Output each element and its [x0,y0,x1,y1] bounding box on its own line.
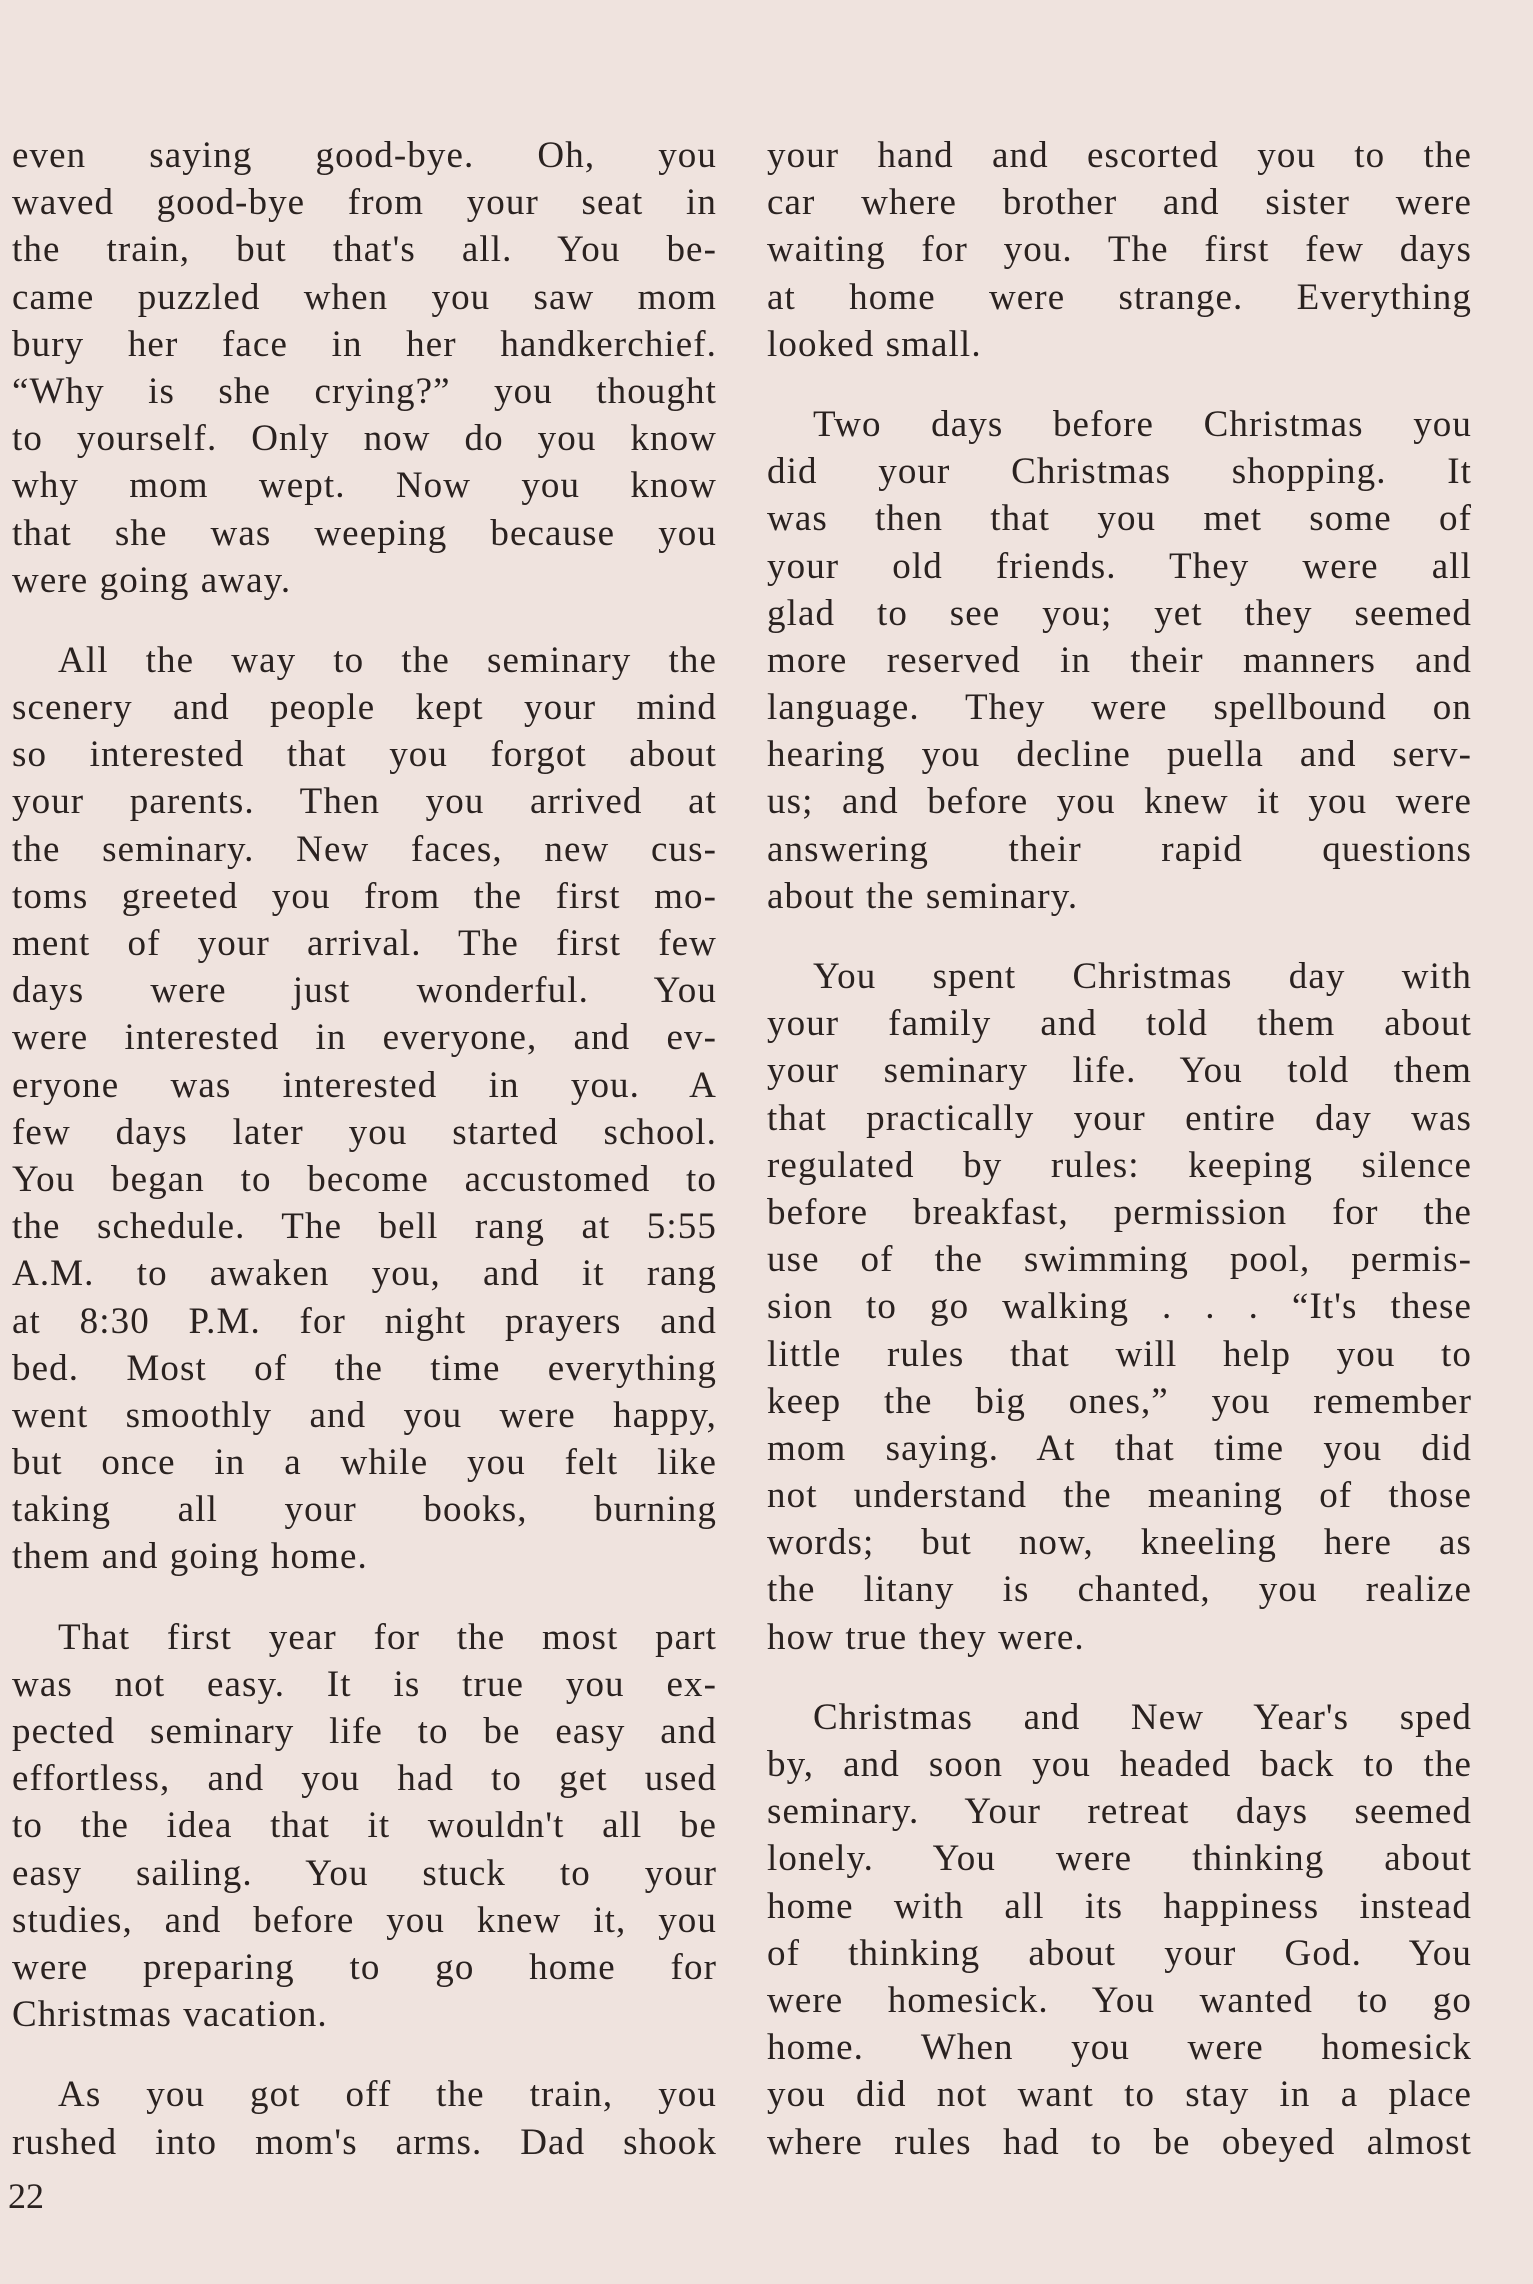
text-line: easy sailing. You stuck to your [12,1852,717,1894]
text-line: language. They were spellbound on [767,687,1472,729]
right-column [767,132,1472,2199]
text-line: studies, and before you knew it, you [12,1899,717,1941]
text-line: You spent Christmas day with [813,956,1472,997]
text-line: to the idea that it wouldn't all be [12,1805,717,1847]
text-line: them and going home. [12,1536,368,1578]
text-line: Christmas and New Year's sped [813,1696,1472,1738]
text-line: was then that you met some of [767,498,1472,540]
text-line: were going away. [12,559,292,601]
text-line: more reserved in their manners and [767,639,1472,681]
text-line: did your Christmas shopping. It [767,451,1472,493]
text-line: “Why is she crying?” you thought [12,370,717,412]
text-line: to yourself. Only now do you know [12,418,717,460]
text-line: rushed into mom's arms. Dad shook [12,2121,717,2163]
text-line: but once in a while you felt like [12,1442,717,1484]
text-line: ment of your arrival. The first few [12,923,717,964]
text-line: eryone was interested in you. A [12,1064,717,1106]
text-line: waiting for you. The first few days [767,229,1472,271]
text-line: waved good-bye from your seat in [12,182,717,224]
text-line: the schedule. The bell rang at 5:55 [12,1206,717,1248]
text-line: glad to see you; yet they seemed [767,592,1472,634]
text-line: how true they were. [767,1616,1085,1658]
text-line: even saying good-bye. Oh, you [12,135,717,176]
text-line: taking all your books, burning [12,1489,717,1531]
text-line: answering their rapid questions [767,828,1472,870]
text-line: before breakfast, permission for the [767,1191,1472,1233]
text-line: about the seminary. [767,875,1079,917]
text-line: your old friends. They were all [767,545,1472,587]
paragraph [12,637,717,1581]
paragraph [12,132,717,604]
text-line: the train, but that's all. You be- [12,229,717,271]
text-line: why mom wept. Now you know [12,465,717,507]
text-line: came puzzled when you saw mom [12,276,717,318]
paragraph [12,1614,717,2039]
text-line: few days later you started school. [12,1111,717,1153]
paragraph [767,132,1472,368]
text-line: bury her face in her handkerchief. [12,323,717,365]
text-line: your hand and escorted you to the [767,135,1472,176]
text-line: were interested in everyone, and ev- [12,1017,717,1059]
text-line: you did not want to stay in a place [767,2074,1472,2116]
text-line: home. When you were homesick [767,2027,1472,2069]
text-line: not understand the meaning of those [767,1475,1472,1517]
text-line: toms greeted you from the first mo- [12,875,717,917]
text-line: that practically your entire day was [767,1097,1472,1139]
text-line: of thinking about your God. You [767,1932,1472,1974]
page-number: 22 [8,2176,44,2216]
text-line: were homesick. You wanted to go [767,1979,1472,2021]
text-line: hearing you decline puella and serv- [767,734,1472,776]
text-line: That first year for the most part [58,1616,717,1658]
text-line: scenery and people kept your mind [12,687,717,729]
text-line: your family and told them about [767,1003,1472,1045]
text-line: lonely. You were thinking about [767,1838,1472,1880]
text-line: by, and soon you headed back to the [767,1744,1472,1785]
text-line: sion to go walking . . . “It's these [767,1286,1472,1328]
text-line: use of the swimming pool, permis- [767,1239,1472,1281]
paragraph [767,953,1472,1661]
text-line: words; but now, kneeling here as [767,1522,1472,1564]
text-line: where rules had to be obeyed almost [767,2121,1472,2163]
text-line: so interested that you forgot about [12,734,717,776]
text-line: Two days before Christmas you [813,403,1472,445]
text-line: pected seminary life to be easy and [12,1711,717,1752]
text-line: the litany is chanted, you realize [767,1569,1472,1611]
text-line: bed. Most of the time everything [12,1347,717,1389]
text-line: Christmas vacation. [12,1994,328,2036]
text-line: were preparing to go home for [12,1946,717,1988]
text-line: A.M. to awaken you, and it rang [12,1253,717,1295]
paragraph [767,401,1472,920]
text-line: your parents. Then you arrived at [12,781,717,823]
text-line: went smoothly and you were happy, [12,1394,717,1436]
text-line: effortless, and you had to get used [12,1758,717,1800]
text-line: your seminary life. You told them [767,1050,1472,1092]
text-line: seminary. Your retreat days seemed [767,1791,1472,1833]
text-line: All the way to the seminary the [58,639,717,681]
text-line: home with all its happiness instead [767,1885,1472,1927]
text-line: was not easy. It is true you ex- [12,1663,717,1705]
paragraph [12,2071,717,2165]
text-line: days were just wonderful. You [12,970,717,1012]
text-line: the seminary. New faces, new cus- [12,828,717,870]
text-line: little rules that will help you to [767,1333,1472,1375]
text-line: As you got off the train, you [58,2074,717,2116]
text-line: looked small. [767,323,982,365]
text-line: at home were strange. Everything [767,276,1472,318]
text-line: us; and before you knew it you were [767,781,1472,823]
text-line: You began to become accustomed to [12,1158,717,1200]
text-line: keep the big ones,” you remember [767,1380,1472,1422]
text-line: regulated by rules: keeping silence [767,1144,1472,1186]
text-line: that she was weeping because you [12,512,717,554]
text-line: car where brother and sister were [767,182,1472,224]
text-line: at 8:30 P.M. for night prayers and [12,1300,717,1342]
paragraph [767,1694,1472,2166]
text-line: mom saying. At that time you did [767,1427,1472,1469]
left-column [12,132,717,2199]
